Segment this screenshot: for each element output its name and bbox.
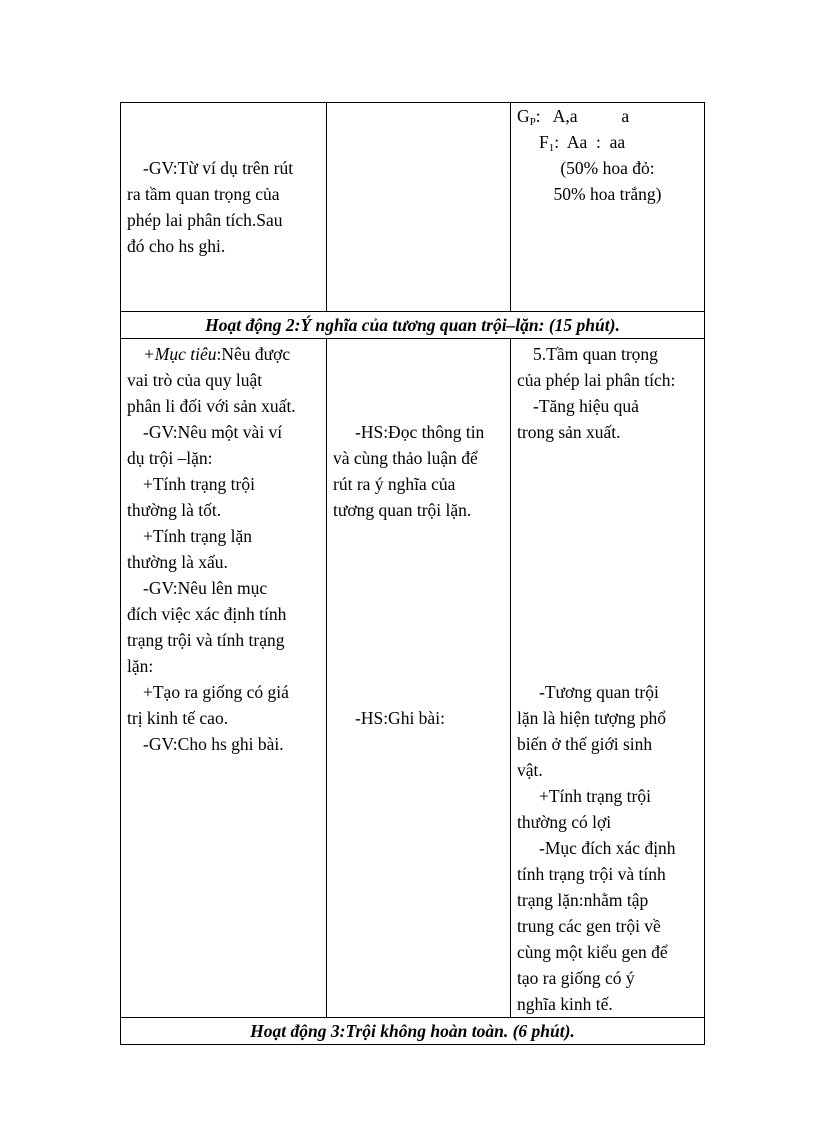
lesson-plan-table: [120, 102, 705, 1045]
objective-label: +Mục tiêu: [143, 344, 217, 364]
text-line: tạo ra giống có ý: [517, 968, 635, 988]
teacher-activity-cell: [121, 339, 327, 1018]
text-line: vật.: [517, 760, 543, 780]
f1-label: F: [539, 132, 549, 152]
activity-heading-2: Hoạt động 2:Ý nghĩa của tương quan trội–lặn: (15 phút).: [121, 312, 705, 339]
student-activity-cell: [327, 103, 511, 312]
objective-text: :Nêu được: [216, 344, 291, 364]
text-line: rút ra ý nghĩa của: [333, 474, 456, 494]
text-line: đó cho hs ghi.: [127, 236, 226, 256]
text-line: tương quan trội lặn.: [333, 500, 472, 520]
text-line: dụ trội –lặn:: [127, 448, 213, 468]
text-line: trạng lặn:nhằm tập: [517, 890, 649, 910]
activity-heading-3: Hoạt động 3:Trội không hoàn toàn. (6 phút).: [121, 1018, 705, 1045]
teacher-activity-cell: [121, 103, 327, 312]
text-line: ra tầm quan trọng của: [127, 184, 280, 204]
table-row: [121, 103, 705, 312]
text-line: tính trạng trội và tính: [517, 864, 666, 884]
f1-line: [517, 129, 698, 155]
gamete-label: G: [517, 106, 530, 126]
text-line: thường là tốt.: [127, 500, 222, 520]
f1-text: : Aa : aa: [554, 132, 626, 152]
text-line: +Tạo ra giống có giá: [143, 682, 289, 702]
table-row: [121, 312, 705, 339]
ratio-line: (50% hoa đỏ:: [560, 158, 655, 178]
text-line: vai trò của quy luật: [127, 370, 263, 390]
text-line: biến ở thế giới sinh: [517, 734, 653, 754]
text-line: phân li đối với sản xuất.: [127, 396, 296, 416]
student-activity-cell: [327, 339, 511, 1018]
text-line: phép lai phân tích.Sau: [127, 210, 283, 230]
gamete-text: : A,a a: [535, 106, 630, 126]
text-line: +Tính trạng lặn: [143, 526, 253, 546]
text-line: đích việc xác định tính: [127, 604, 287, 624]
text-line: -Tăng hiệu quả: [533, 396, 639, 416]
text-line: lặn:: [127, 656, 154, 676]
content-cell: [511, 339, 705, 1018]
text-line: lặn là hiện tượng phổ: [517, 708, 666, 728]
text-line: +Tính trạng trội: [539, 786, 651, 806]
text-line: trạng trội và tính trạng: [127, 630, 285, 650]
text-line: -GV:Từ ví dụ trên rút: [143, 158, 294, 178]
text-line: thường có lợi: [517, 812, 612, 832]
text-line: -GV:Nêu lên mục: [143, 578, 268, 598]
section-title: 5.Tầm quan trọng: [533, 344, 658, 364]
gamete-subscript: P: [529, 116, 536, 128]
text-line: -Mục đích xác định: [539, 838, 676, 858]
text-line: trị kinh tế cao.: [127, 708, 229, 728]
text-line: -GV:Nêu một vài ví: [143, 422, 283, 442]
text-line: nghĩa kinh tế.: [517, 994, 613, 1014]
f1-subscript: 1: [548, 142, 555, 154]
text-line: -HS:Đọc thông tin: [355, 422, 485, 442]
table-row: [121, 1018, 705, 1045]
text-line: -GV:Cho hs ghi bài.: [143, 734, 284, 754]
ratio-line: 50% hoa trắng): [553, 184, 662, 204]
table-row: [121, 339, 705, 1018]
text-line: trung các gen trội về: [517, 916, 661, 936]
text-line: cùng một kiểu gen để: [517, 942, 668, 962]
text-line: -Tương quan trội: [539, 682, 659, 702]
text-line: +Tính trạng trội: [143, 474, 255, 494]
content-cell: [511, 103, 705, 312]
text-line: trong sản xuất.: [517, 422, 621, 442]
text-line: và cùng thảo luận để: [333, 448, 478, 468]
text-line: thường là xấu.: [127, 552, 228, 572]
objective-line: [127, 341, 320, 367]
section-title: của phép lai phân tích:: [517, 370, 676, 390]
gamete-line: [517, 103, 698, 129]
text-line: -HS:Ghi bài:: [355, 708, 445, 728]
